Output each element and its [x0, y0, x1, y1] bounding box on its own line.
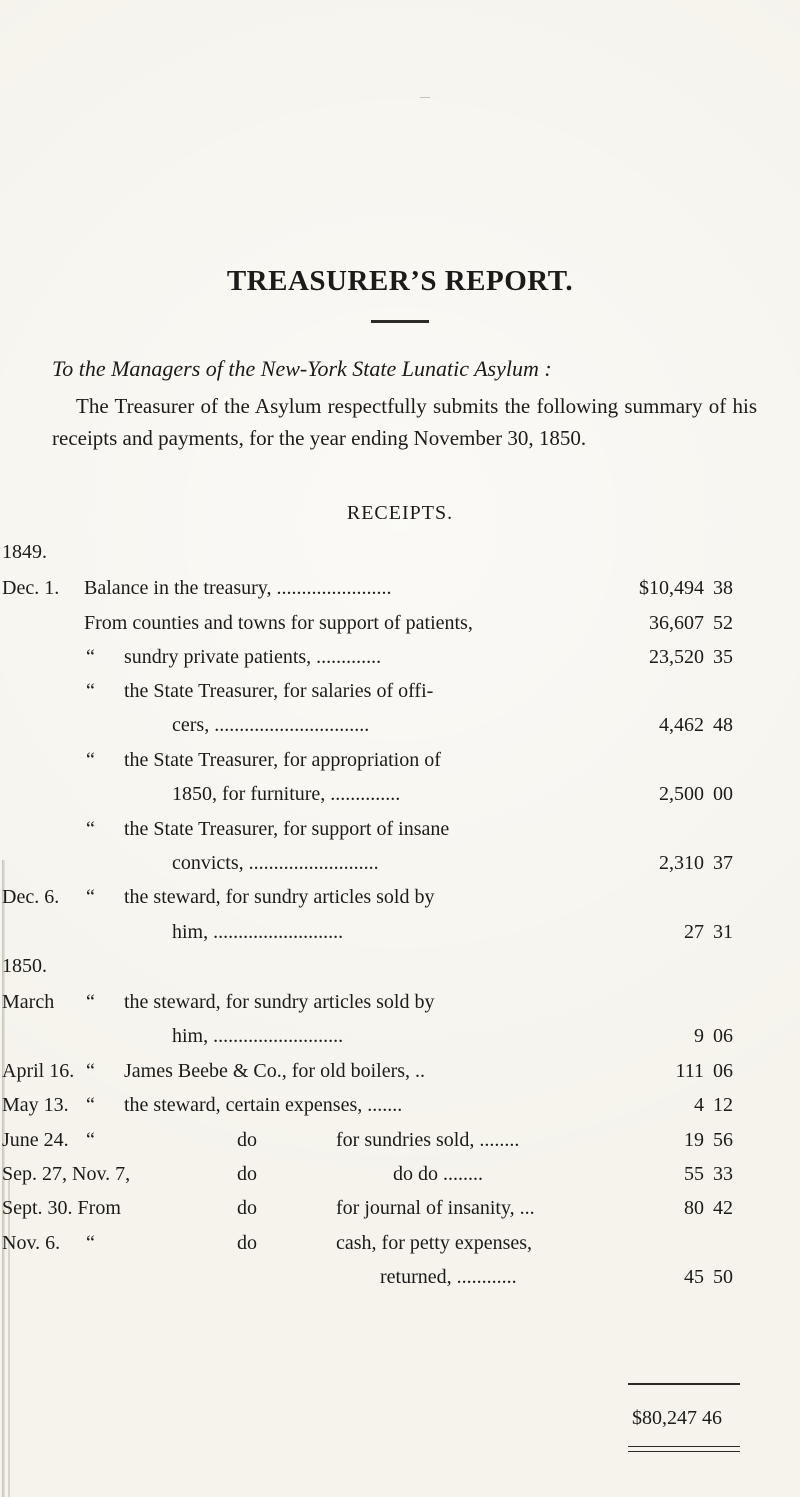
ditto-mark: “: [86, 1232, 95, 1254]
row-date-dec-1: Dec. 1.: [2, 577, 60, 599]
page-speck: [420, 97, 430, 98]
row-date-sept-30: Sept. 30. From: [2, 1197, 121, 1219]
ditto-mark: “: [86, 991, 95, 1013]
row-sundries-text: for sundries sold, ........: [336, 1129, 520, 1151]
total-rule-top: [628, 1383, 740, 1385]
page-edge-mark-secondary: [8, 1180, 10, 1497]
row-convicts-text-2: convicts, ..........................: [172, 852, 379, 874]
row-do-dollars: 55: [684, 1163, 704, 1185]
row-steward-march-text-1: the steward, for sundry articles sold by: [124, 991, 435, 1013]
row-private-dollars: 23,520: [649, 646, 704, 668]
row-journal-cents: 42: [713, 1197, 733, 1219]
row-date-dec-6: Dec. 6.: [2, 886, 60, 908]
row-balance-dollars: $10,494: [639, 577, 704, 599]
ditto-mark: “: [86, 749, 95, 771]
ditto-mark: “: [86, 1129, 95, 1151]
ditto-mark: “: [86, 680, 95, 702]
row-journal-text: for journal of insanity, ...: [336, 1197, 535, 1219]
row-cash-text-1: cash, for petty expenses,: [336, 1232, 533, 1254]
row-steward-dec-text-2: him, ..........................: [172, 921, 344, 943]
total-rule-bottom: [628, 1446, 740, 1452]
address-line: To the Managers of the New-York State Lunatic Asylum :: [52, 356, 552, 381]
row-cash-ditto: do: [237, 1232, 257, 1254]
row-salaries-text-1: the State Treasurer, for salaries of offi-: [124, 680, 434, 702]
row-journal-ditto: do: [237, 1197, 257, 1219]
row-furniture-dollars: 2,500: [659, 783, 704, 805]
row-journal-dollars: 80: [684, 1197, 704, 1219]
row-convicts-dollars: 2,310: [659, 852, 704, 874]
row-counties-dollars: 36,607: [649, 612, 704, 634]
row-boilers-dollars: 111: [675, 1060, 704, 1082]
row-sundries-cents: 56: [713, 1129, 733, 1151]
row-date-june-24: June 24.: [2, 1129, 69, 1151]
row-furniture-cents: 00: [713, 783, 733, 805]
row-do-ditto: do: [237, 1163, 257, 1185]
ditto-mark: “: [86, 1094, 95, 1116]
row-steward-march-dollars: 9: [694, 1025, 704, 1047]
row-furniture-text-1: the State Treasurer, for appropriation of: [124, 749, 441, 771]
row-private-cents: 35: [713, 646, 733, 668]
year-1850: 1850.: [2, 955, 47, 977]
row-salaries-cents: 48: [713, 714, 733, 736]
row-date-may-13: May 13.: [2, 1094, 69, 1116]
row-counties-text: From counties and towns for support of patients,: [84, 612, 473, 634]
year-1849: 1849.: [2, 541, 47, 563]
row-do-cents: 33: [713, 1163, 733, 1185]
row-furniture-text-2: 1850, for furniture, ..............: [172, 783, 401, 805]
report-title: TREASURER’S REPORT.: [226, 265, 574, 297]
row-salaries-text-2: cers, ...............................: [172, 714, 370, 736]
row-sundries-dollars: 19: [684, 1129, 704, 1151]
row-cash-dollars: 45: [684, 1266, 704, 1288]
intro-paragraph: The Treasurer of the Asylum respectfully submits the following summary of his receipts and payments, for the year ending November 30, 1850.: [52, 394, 757, 450]
row-sundries-ditto: do: [237, 1129, 257, 1151]
row-counties-cents: 52: [713, 612, 733, 634]
ditto-mark: “: [86, 646, 95, 668]
row-private-text: sundry private patients, .............: [124, 646, 382, 668]
ditto-mark: “: [86, 1060, 95, 1082]
row-expenses-dollars: 4: [694, 1094, 704, 1116]
row-cash-cents: 50: [713, 1266, 733, 1288]
row-cash-text-2: returned, ............: [380, 1266, 517, 1288]
row-date-sep-nov: Sep. 27, Nov. 7,: [2, 1163, 131, 1185]
row-salaries-dollars: 4,462: [659, 714, 704, 736]
row-balance-cents: 38: [713, 577, 733, 599]
row-date-nov-6: Nov. 6.: [2, 1232, 61, 1254]
row-convicts-cents: 37: [713, 852, 733, 874]
row-date-april-16: April 16.: [2, 1060, 75, 1082]
row-steward-march-text-2: him, ..........................: [172, 1025, 344, 1047]
row-do-text: do do ........: [393, 1163, 483, 1185]
row-date-march: March: [2, 991, 55, 1013]
row-boilers-text: James Beebe & Co., for old boilers, ..: [124, 1060, 426, 1082]
row-boilers-cents: 06: [713, 1060, 733, 1082]
receipts-heading: RECEIPTS.: [346, 502, 454, 524]
ditto-mark: “: [86, 886, 95, 908]
receipts-total: $80,247 46: [632, 1407, 722, 1429]
title-rule: [371, 320, 429, 323]
row-steward-march-cents: 06: [713, 1025, 733, 1047]
row-expenses-text: the steward, certain expenses, .......: [124, 1094, 403, 1116]
row-steward-dec-dollars: 27: [684, 921, 704, 943]
row-steward-dec-cents: 31: [713, 921, 733, 943]
row-steward-dec-text-1: the steward, for sundry articles sold by: [124, 886, 435, 908]
ditto-mark: “: [86, 818, 95, 840]
row-convicts-text-1: the State Treasurer, for support of insane: [124, 818, 450, 840]
row-balance-text: Balance in the treasury, .......................: [84, 577, 392, 599]
row-expenses-cents: 12: [713, 1094, 733, 1116]
